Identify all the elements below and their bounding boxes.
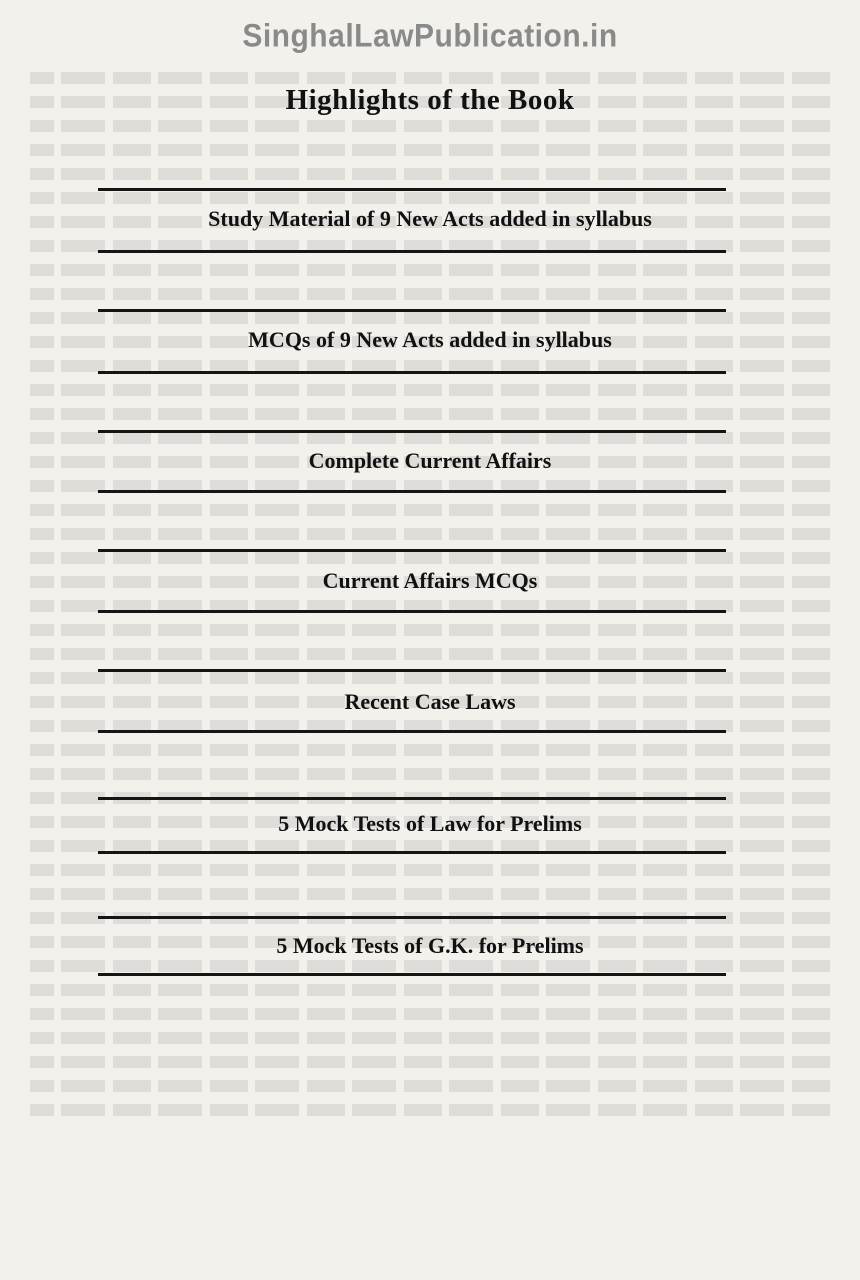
divider: [98, 916, 726, 919]
publisher-watermark: SinghalLawPublication.in: [242, 18, 618, 55]
divider: [98, 730, 726, 733]
divider: [98, 669, 726, 672]
highlight-item: Recent Case Laws: [344, 689, 516, 714]
bleed-through-texture: [30, 60, 830, 1260]
highlight-item: MCQs of 9 New Acts added in syllabus: [248, 327, 612, 352]
highlight-item: 5 Mock Tests of G.K. for Prelims: [276, 933, 584, 958]
highlight-item: Complete Current Affairs: [308, 448, 552, 473]
highlight-item: Study Material of 9 New Acts added in syllabus: [208, 206, 652, 231]
divider: [98, 309, 726, 312]
divider: [98, 371, 726, 374]
divider: [98, 188, 726, 191]
divider: [98, 549, 726, 552]
divider: [98, 797, 726, 800]
divider: [98, 851, 726, 854]
divider: [98, 973, 726, 976]
divider: [98, 610, 726, 613]
divider: [98, 490, 726, 493]
divider: [98, 250, 726, 253]
divider: [98, 430, 726, 433]
highlight-item: 5 Mock Tests of Law for Prelims: [278, 811, 582, 836]
highlight-item: Current Affairs MCQs: [322, 568, 538, 593]
page-title: Highlights of the Book: [285, 84, 575, 116]
